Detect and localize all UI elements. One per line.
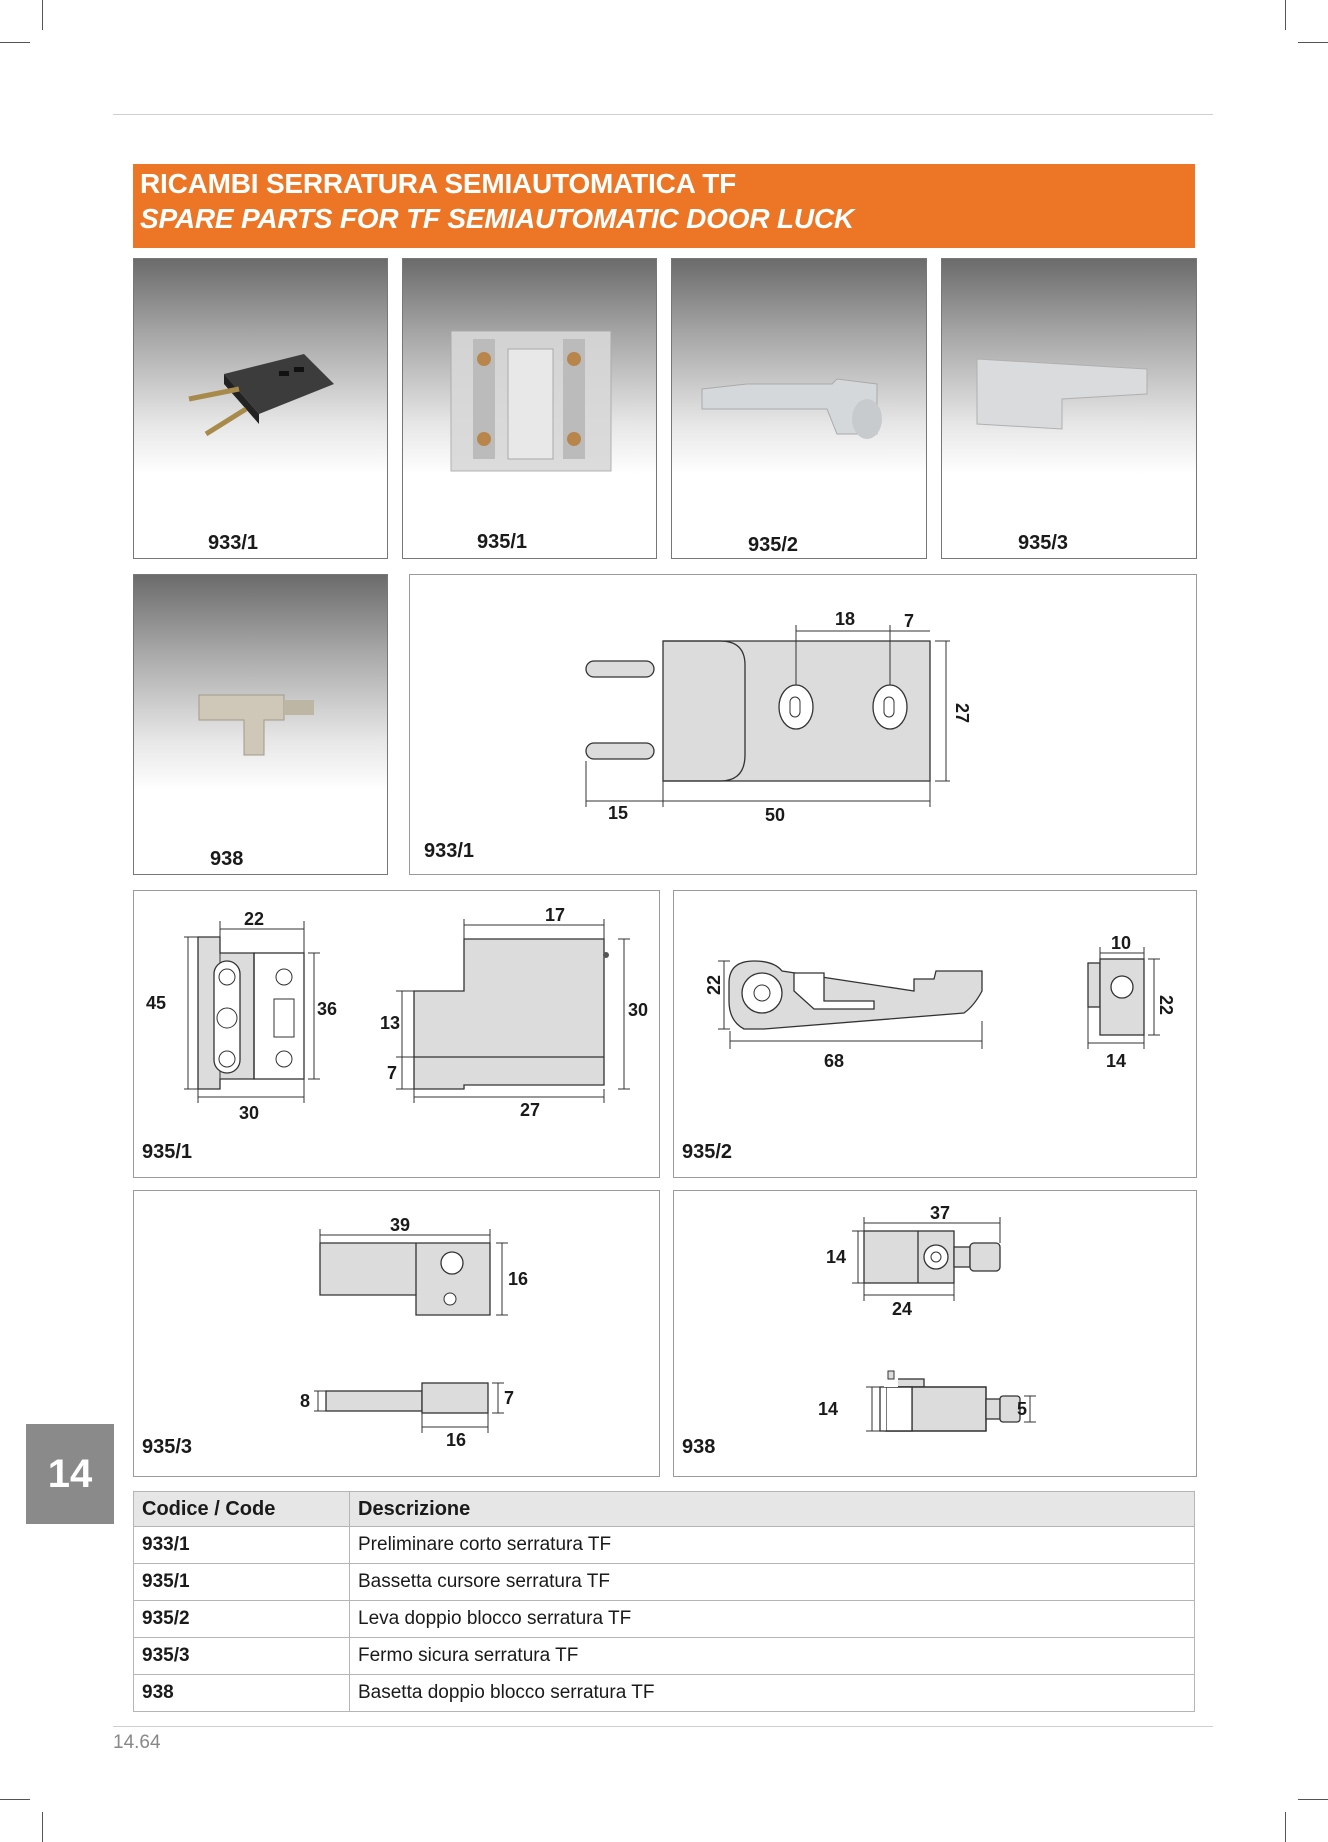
dim-label: 22 — [244, 909, 265, 929]
photo-code: 938 — [210, 848, 244, 870]
crop-mark — [0, 42, 30, 43]
drawing-code: 938 — [682, 1436, 716, 1458]
cell-code: 935/3 — [134, 1638, 350, 1675]
drawing-935-1 — [133, 890, 660, 1178]
drawing-935-1-svg — [134, 891, 661, 1179]
drawing-code: 935/1 — [142, 1141, 193, 1163]
drawing-code: 935/3 — [142, 1436, 193, 1458]
part-935-2-image — [672, 259, 927, 559]
part-935-3-image — [942, 259, 1197, 559]
crop-mark — [0, 1799, 30, 1800]
dim-label: 39 — [390, 1215, 411, 1235]
dim-label: 24 — [892, 1299, 913, 1319]
part-935-1-image — [403, 259, 657, 559]
cell-code: 933/1 — [134, 1527, 350, 1564]
drawing-935-2-svg — [674, 891, 1198, 1179]
dim-label: 14 — [826, 1247, 847, 1267]
dim-label: 18 — [835, 609, 856, 629]
drawing-933-1-svg — [410, 575, 1198, 876]
cell-code: 935/1 — [134, 1564, 350, 1601]
crop-mark — [1298, 1799, 1328, 1800]
drawing-938-svg — [674, 1191, 1198, 1478]
page-number: 14.64 — [113, 1732, 161, 1753]
dim-label: 5 — [1017, 1399, 1028, 1419]
crop-mark — [1298, 42, 1328, 43]
cell-description: Bassetta cursore serratura TF — [350, 1564, 1195, 1601]
photo-code: 935/3 — [1018, 532, 1069, 554]
photo-code: 935/1 — [477, 531, 528, 553]
footer-rule — [113, 1726, 1213, 1727]
drawing-935-3-svg — [134, 1191, 661, 1478]
column-header-code: Codice / Code — [134, 1492, 350, 1527]
crop-mark — [42, 1812, 43, 1842]
dim-label: 22 — [1156, 995, 1176, 1016]
dim-label: 22 — [704, 974, 724, 995]
dim-label: 14 — [818, 1399, 839, 1419]
cell-description: Preliminare corto serratura TF — [350, 1527, 1195, 1564]
dim-label: 8 — [300, 1391, 311, 1411]
drawing-935-2 — [673, 890, 1197, 1178]
dim-label: 45 — [146, 993, 167, 1013]
dim-label: 7 — [504, 1388, 515, 1408]
cell-description: Basetta doppio blocco serratura TF — [350, 1675, 1195, 1712]
drawing-code: 933/1 — [424, 840, 475, 862]
table-row — [134, 1675, 1195, 1712]
photo-935-3 — [941, 258, 1197, 559]
cell-code: 935/2 — [134, 1601, 350, 1638]
crop-mark — [1285, 0, 1286, 30]
table-header-row — [134, 1492, 1195, 1527]
dim-label: 36 — [317, 999, 338, 1019]
cell-description: Leva doppio blocco serratura TF — [350, 1601, 1195, 1638]
dim-label: 14 — [1106, 1051, 1127, 1071]
drawing-935-3 — [133, 1190, 660, 1477]
dim-label: 30 — [239, 1103, 260, 1123]
part-933-1-image — [134, 259, 388, 559]
column-header-description: Descrizione — [350, 1492, 1195, 1527]
header-rule — [113, 114, 1213, 115]
title-italian: RICAMBI SERRATURA SEMIAUTOMATICA TF — [140, 168, 736, 199]
dim-label: 27 — [952, 703, 972, 724]
crop-mark — [42, 0, 43, 30]
dim-label: 27 — [520, 1100, 541, 1120]
part-938-image — [134, 575, 388, 875]
photo-933-1 — [133, 258, 388, 559]
cell-description: Fermo sicura serratura TF — [350, 1638, 1195, 1675]
title-banner — [133, 164, 1195, 248]
parts-table — [133, 1491, 1195, 1712]
dim-label: 15 — [608, 803, 629, 823]
title-english: SPARE PARTS FOR TF SEMIAUTOMATIC DOOR LUCK — [140, 203, 854, 234]
dim-label: 10 — [1111, 933, 1132, 953]
photo-938 — [133, 574, 388, 875]
dim-label: 17 — [545, 905, 566, 925]
crop-mark — [1285, 1812, 1286, 1842]
dim-label: 7 — [387, 1063, 398, 1083]
drawing-938 — [673, 1190, 1197, 1477]
table-row — [134, 1601, 1195, 1638]
dim-label: 30 — [628, 1000, 649, 1020]
photo-code: 933/1 — [208, 532, 259, 554]
table-row — [134, 1564, 1195, 1601]
photo-code: 935/2 — [748, 534, 799, 556]
dim-label: 13 — [380, 1013, 401, 1033]
table-row — [134, 1638, 1195, 1675]
photo-935-1 — [402, 258, 657, 559]
dim-label: 16 — [446, 1430, 467, 1450]
section-tab: 14 — [26, 1424, 114, 1524]
dim-label: 37 — [930, 1203, 951, 1223]
dim-label: 50 — [765, 805, 786, 825]
drawing-933-1 — [409, 574, 1197, 875]
dim-label: 16 — [508, 1269, 529, 1289]
drawing-code: 935/2 — [682, 1141, 733, 1163]
dim-label: 68 — [824, 1051, 845, 1071]
dim-label: 7 — [904, 611, 915, 631]
table-row — [134, 1527, 1195, 1564]
cell-code: 938 — [134, 1675, 350, 1712]
photo-935-2 — [671, 258, 927, 559]
